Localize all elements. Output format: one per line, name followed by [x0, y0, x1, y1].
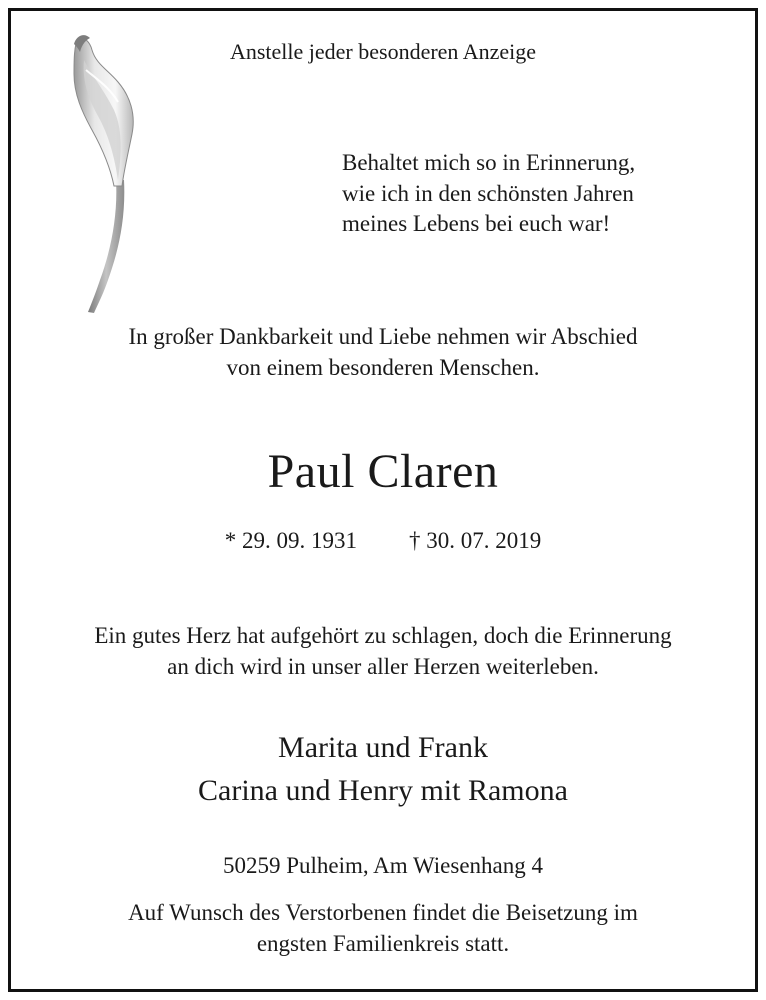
notice-header: Anstelle jeder besonderen Anzeige [229, 39, 537, 64]
burial-line: Auf Wunsch des Verstorbenen findet die Beisetzung im [128, 900, 638, 925]
mourning-text [0, 621, 766, 682]
mourning-line: an dich wird in unser aller Herzen weiterleben. [167, 653, 599, 679]
burial-line: engsten Familienkreis statt. [256, 931, 510, 956]
family-line: Marita und Frank [278, 731, 488, 764]
farewell-text [0, 322, 766, 383]
death-date: † 30. 07. 2019 [409, 528, 542, 553]
mourning-line: Ein gutes Herz hat aufgehört zu schlagen, doch die Erinnerung [94, 623, 672, 648]
family-names [0, 726, 766, 812]
poem-line: meines Lebens bei euch war! [342, 211, 611, 236]
calla-lily-icon [56, 30, 156, 315]
poem-line: Behaltet mich so in Erinnerung, [342, 150, 636, 175]
life-dates [0, 526, 766, 556]
family-address: 50259 Pulheim, Am Wiesenhang 4 [223, 853, 543, 878]
birth-date: * 29. 09. 1931 [224, 528, 357, 553]
poem-line: wie ich in den schönsten Jahren [342, 180, 634, 206]
burial-note [0, 897, 766, 959]
deceased-name: Paul Claren [267, 445, 499, 498]
poem-quote [342, 148, 635, 240]
farewell-line: von einem besonderen Menschen. [226, 354, 540, 380]
family-line: Carina und Henry mit Ramona [198, 774, 568, 807]
farewell-line: In großer Dankbarkeit und Liebe nehmen wir Abschied [128, 324, 638, 349]
